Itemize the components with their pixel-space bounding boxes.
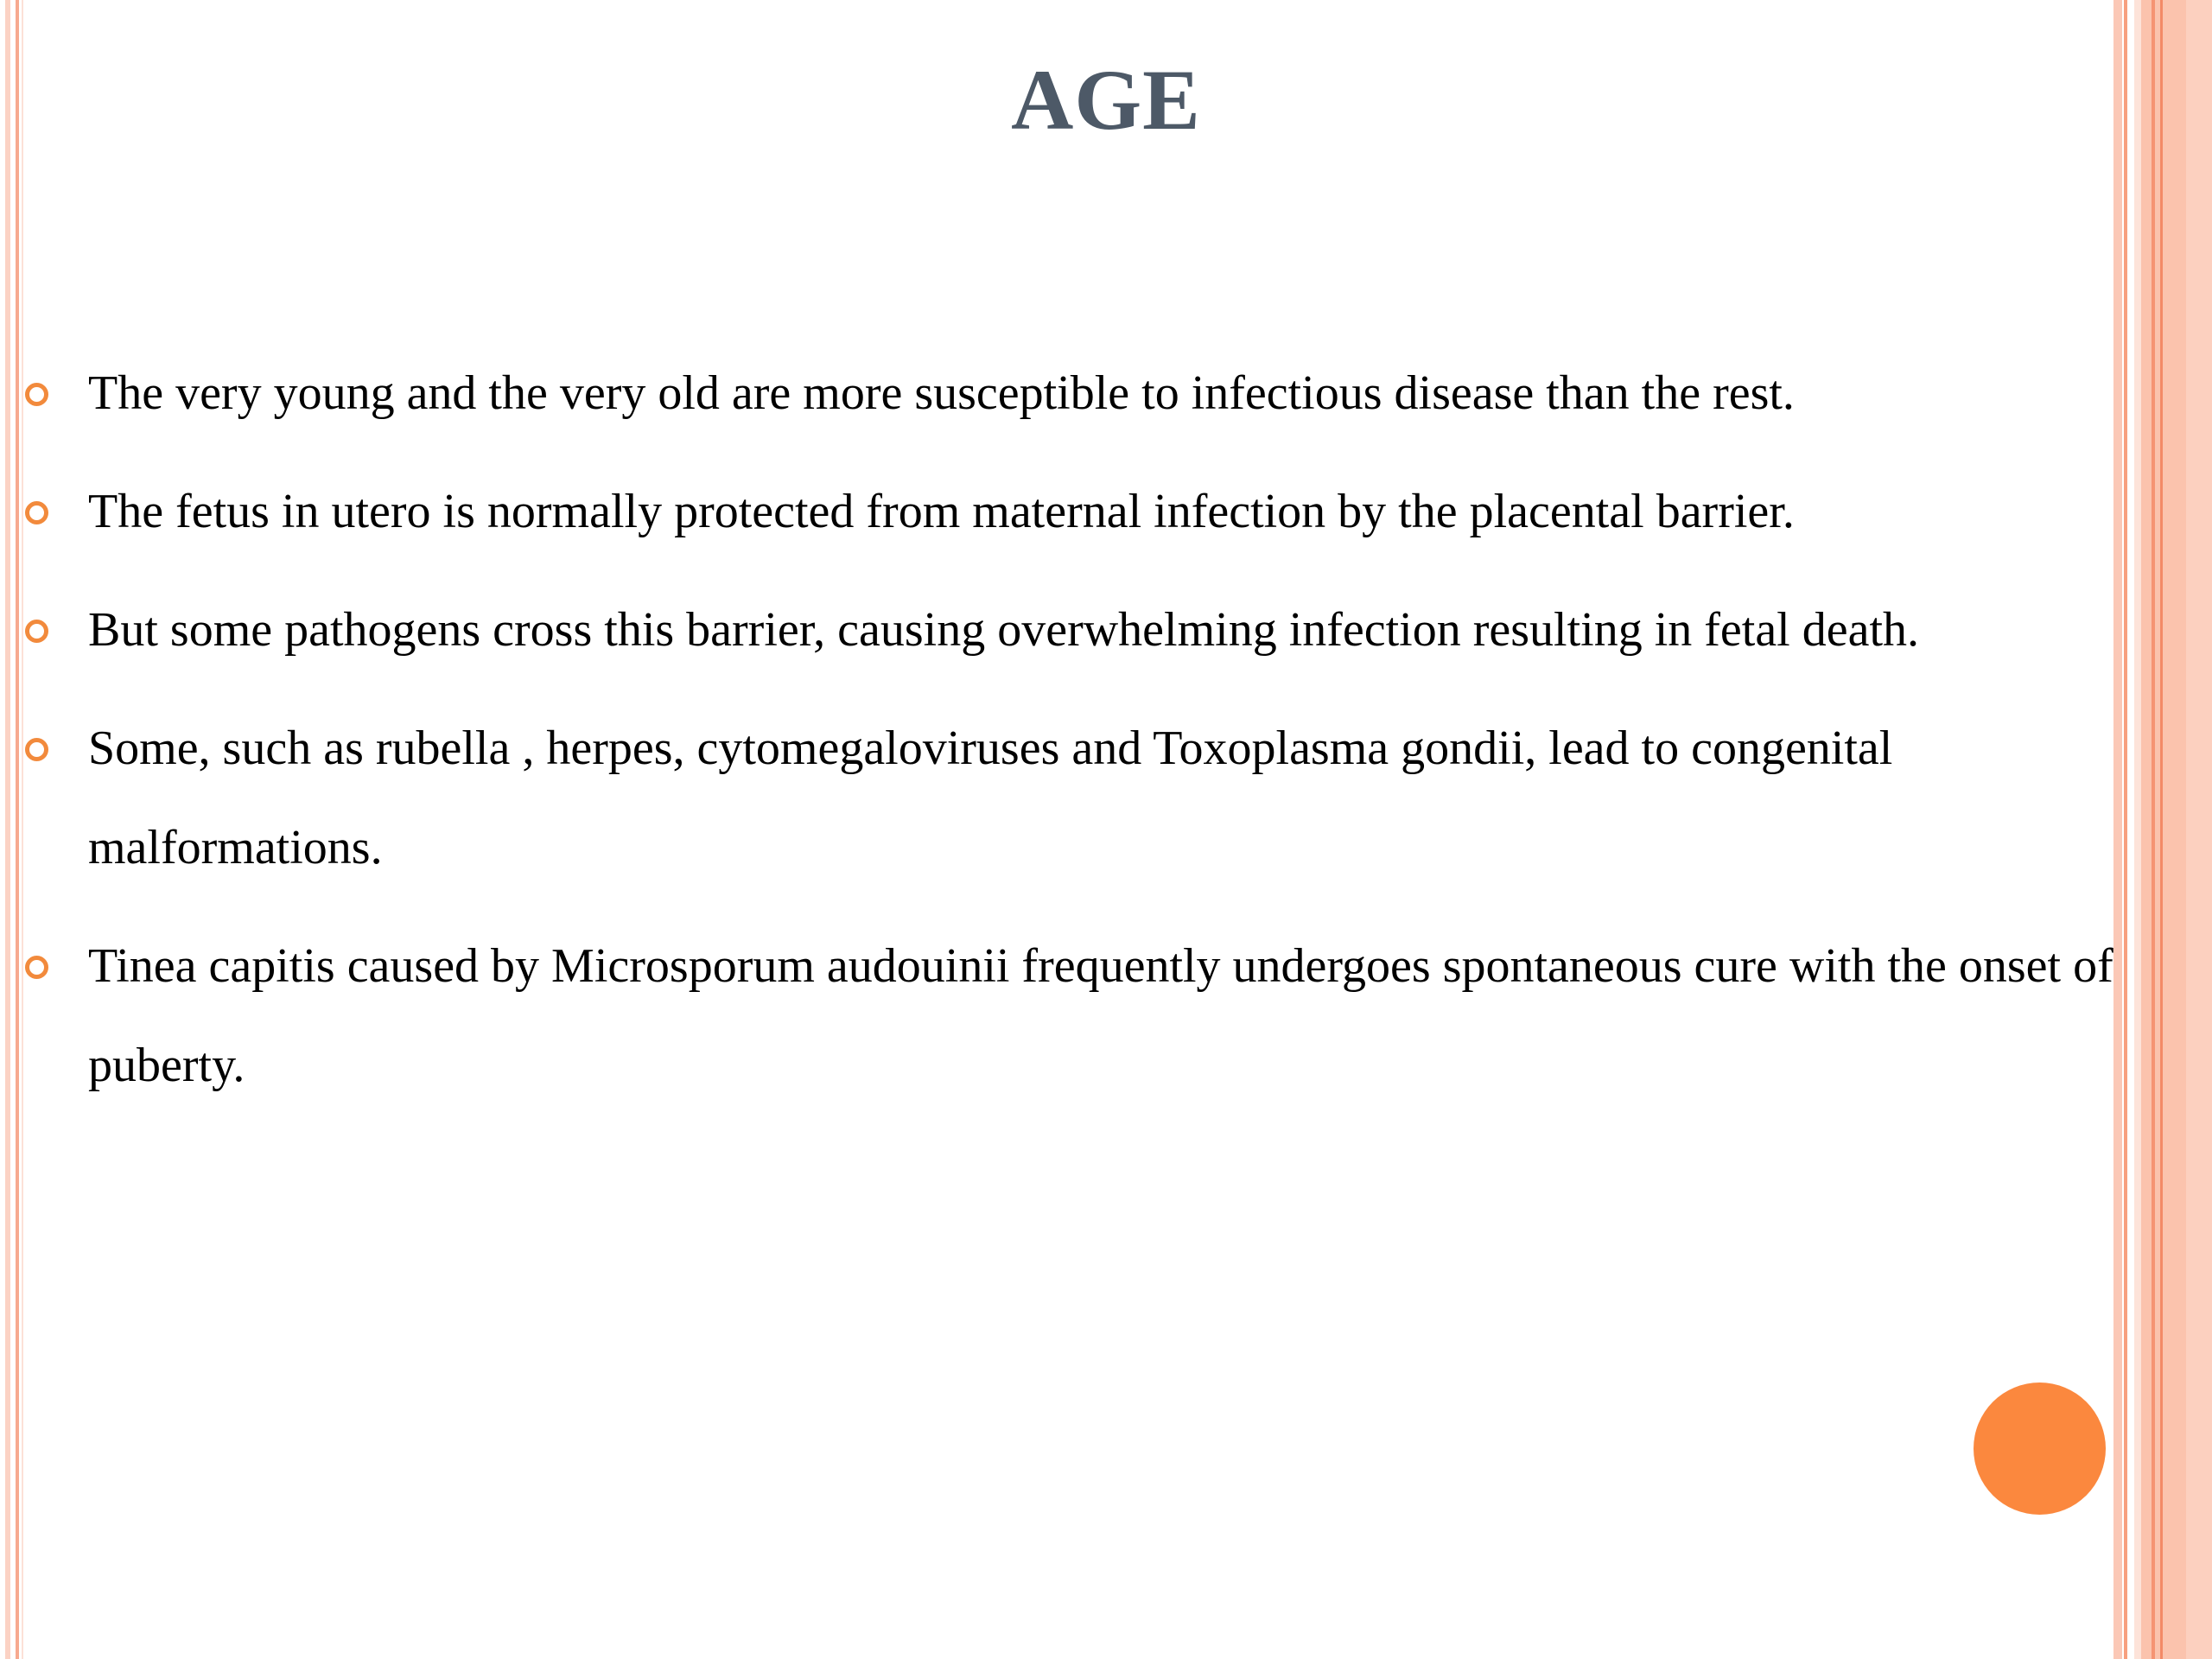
hollow-circle-bullet-icon (25, 620, 48, 643)
bullet-item (0, 462, 2195, 562)
bullet-text: Some, such as rubella , herpes, cytomegaloviruses and Toxoplasma gondii, lead to congenital malformations. (88, 721, 1893, 874)
bullet-item (0, 344, 2195, 443)
hollow-circle-bullet-icon (25, 501, 48, 524)
bullet-text: But some pathogens cross this barrier, causing overwhelming infection resulting in fetal death. (88, 603, 1920, 657)
bullet-list (0, 344, 2195, 1135)
orange-circle-icon (1974, 1382, 2106, 1515)
hollow-circle-bullet-icon (25, 738, 48, 761)
bullet-item (0, 581, 2195, 680)
bullet-text: Tinea capitis caused by Microsporum audouinii frequently undergoes spontaneous cure with the onset of puberty. (88, 939, 2113, 1092)
bullet-text: The fetus in utero is normally protected from maternal infection by the placental barrier. (88, 485, 1795, 538)
hollow-circle-bullet-icon (25, 383, 48, 406)
bullet-text: The very young and the very old are more susceptible to infectious disease than the rest. (88, 366, 1795, 420)
bullet-item (0, 699, 2195, 898)
slide-title: AGE (1011, 52, 1201, 148)
hollow-circle-bullet-icon (25, 956, 48, 979)
bullet-item (0, 917, 2195, 1116)
